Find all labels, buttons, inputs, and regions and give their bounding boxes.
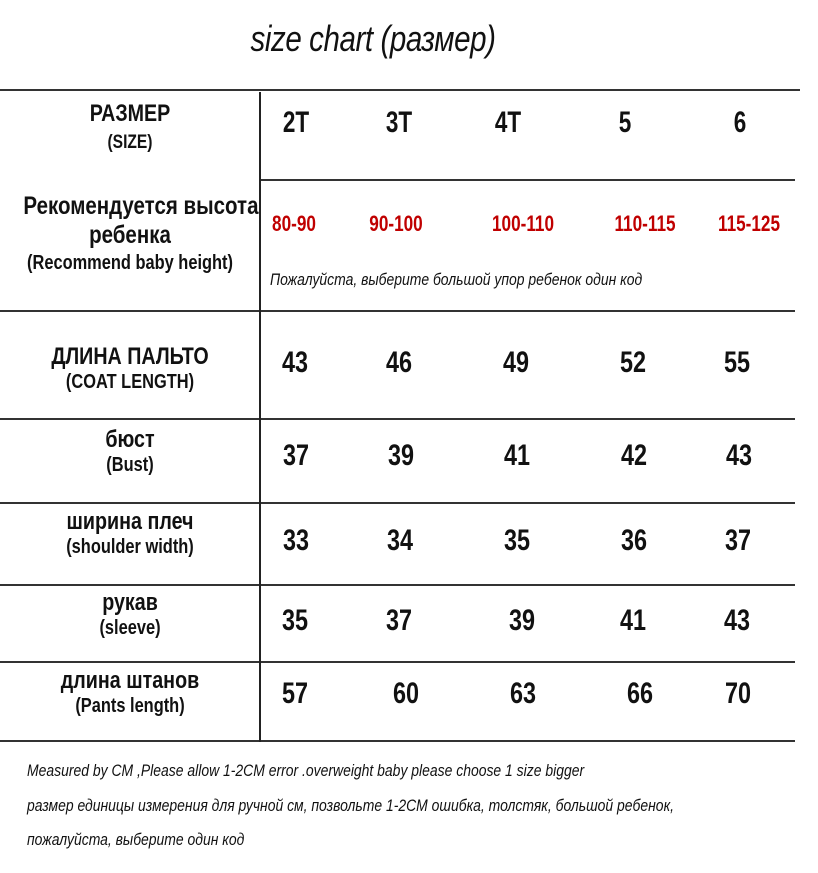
height-cell: 100-110 [491,211,555,236]
size-header-label [0,100,260,153]
label-column-divider [259,92,261,742]
shoulder-width-cell: 34 [386,524,414,557]
size-header-main: РАЗМЕР [89,100,171,127]
size-header-cell: 3T [385,106,413,139]
bust-cell: 39 [387,439,415,472]
footer-note-russian-1: размер единицы измерения для ручной см, позвольте 1-2CM ошибка, толстяк, большой ребенок, [27,796,675,815]
height-row-bottom-rule [0,310,795,312]
height-cell: 115-125 [717,211,781,236]
pants-length-cell: 57 [281,677,309,710]
header-bottom-rule [259,179,795,181]
coat-length-sub: (COAT LENGTH) [65,370,195,393]
sleeve-cell: 43 [723,604,751,637]
table-top-rule [0,89,800,91]
shoulder-width-label [0,508,260,559]
size-header-cell: 5 [618,106,632,139]
size-header-cell: 2T [282,106,310,139]
bust-cell: 42 [620,439,648,472]
height-row-label [0,192,260,275]
size-header-cell: 4T [494,106,522,139]
pants-length-cell: 63 [509,677,537,710]
row-rule-shoulder [0,584,795,586]
pants-length-sub: (Pants length) [75,694,185,717]
footer-note-russian-2: пожалуйста, выберите один код [27,830,245,849]
height-row-label-line2: ребенка [89,220,171,249]
pants-length-cell: 66 [626,677,654,710]
sleeve-main: рукав [102,589,158,616]
shoulder-width-cell: 37 [724,524,752,557]
pants-length-cell: 60 [392,677,420,710]
table-bottom-rule [0,740,795,742]
height-cell: 90-100 [369,211,423,236]
bust-cell: 37 [282,439,310,472]
shoulder-width-cell: 33 [282,524,310,557]
coat-length-main: ДЛИНА ПАЛЬТО [51,343,209,370]
height-row-label-sub: (Recommend baby height) [27,251,233,274]
bust-label [0,426,260,477]
shoulder-width-cell: 35 [503,524,531,557]
bust-main: бюст [105,426,155,453]
row-rule-bust [0,502,795,504]
shoulder-width-cell: 36 [620,524,648,557]
bust-sub: (Bust) [106,453,154,476]
footer-note-english: Measured by CM ,Please allow 1-2CM error .overweight baby please choose 1 size bigger [27,761,585,780]
bust-cell: 41 [503,439,531,472]
chart-title: size chart (размер) [250,18,496,59]
shoulder-width-sub: (shoulder width) [66,535,194,558]
pants-length-main: длина штанов [60,667,200,694]
pants-length-cell: 70 [724,677,752,710]
coat-length-cell: 52 [619,346,647,379]
sleeve-label [0,589,260,640]
coat-length-cell: 46 [385,346,413,379]
height-note: Пожалуйста, выберите большой упор ребенок один код [270,270,643,289]
coat-length-cell: 55 [723,346,751,379]
sleeve-cell: 39 [508,604,536,637]
size-header-cell: 6 [733,106,747,139]
sleeve-cell: 41 [619,604,647,637]
coat-length-cell: 49 [502,346,530,379]
coat-length-label [0,343,260,394]
bust-cell: 43 [725,439,753,472]
row-rule-sleeve [0,661,795,663]
shoulder-width-main: ширина плеч [66,508,194,535]
sleeve-cell: 37 [385,604,413,637]
size-header-sub: (SIZE) [107,131,153,153]
height-row-label-line1: Рекомендуется высота [23,192,259,220]
height-cell: 110-115 [614,211,676,236]
sleeve-sub: (sleeve) [99,616,161,639]
height-cell: 80-90 [272,211,316,236]
sleeve-cell: 35 [281,604,309,637]
coat-length-cell: 43 [281,346,309,379]
row-rule-coat [0,418,795,420]
pants-length-label [0,667,260,718]
